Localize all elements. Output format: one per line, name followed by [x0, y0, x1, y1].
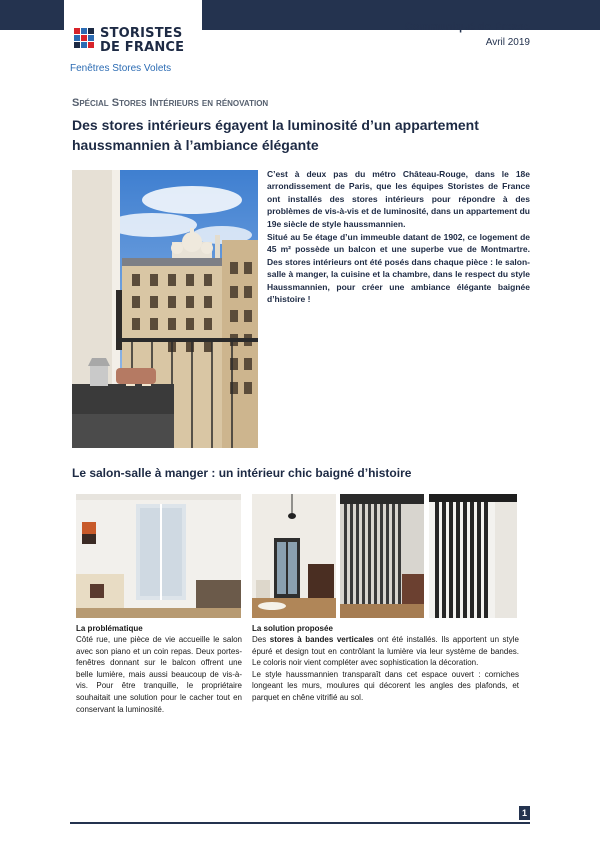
logo-grid-icon — [74, 28, 94, 50]
press-release-label: Communiqué de Presse — [404, 21, 530, 33]
solution-paragraph-1 — [252, 634, 519, 669]
solution-paragraph-2: Le style haussmannien transparaît dans cet espace ouvert : corniches longeant les murs, moulures qui décorent les angles des plafonds, et parquet en chêne vitrifié au sol. — [252, 669, 519, 702]
article-intro — [267, 168, 530, 306]
photo-living-room — [76, 494, 241, 618]
logo-line-1: STORISTES — [100, 26, 183, 41]
problem-title: La problématique — [76, 624, 143, 633]
press-release-date: Avril 2019 — [485, 37, 530, 48]
article-headline: Des stores intérieurs égayent la luminosité d’un appartement haussmannien à l’ambiance élégante — [72, 117, 479, 153]
photo-blinds-detail — [429, 494, 517, 618]
solution-post: ont été installés. Ils apportent un style épuré et design tout en contrôlant la lumière via leur système de bandes. Le coloris noir vient compléter avec sophistication la décoration. — [252, 635, 519, 668]
article-kicker: Spécial Stores Intérieurs en rénovation — [72, 97, 269, 109]
hero-photo-balcony-view — [72, 170, 258, 448]
problem-text: Côté rue, une pièce de vie accueille le salon avec son piano et un coin repas. Deux portes-fenêtres donnant sur le balcon offrent une belle lumière, mais aussi beaucoup de vis-à-vis. Pour être tranquille, le propriétaire souhaitait une solution pour le cacher tout en conservant la luminosité. — [76, 635, 242, 714]
intro-paragraph-1: C’est à deux pas du métro Château-Rouge, dans le 18e arrondissement de Paris, que les équipes Storistes de France ont installés des stores intérieurs pour répondre à des problèmes de vis-à-vis et de luminosité, dans un appartement du 19e siècle de style haussmannien. — [267, 169, 530, 229]
section-title: Le salon-salle à manger : un intérieur chic baigné d’histoire — [72, 466, 412, 480]
page-number: 1 — [519, 806, 530, 820]
solution-pre: Des — [252, 635, 270, 644]
footer-divider — [70, 822, 530, 824]
photo-piano-room — [252, 494, 336, 618]
solution-text — [252, 634, 519, 704]
photo-vertical-blinds — [340, 494, 424, 618]
logo-wordmark — [100, 27, 184, 55]
solution-title: La solution proposée — [252, 624, 333, 633]
intro-paragraph-2: Situé au 5e étage d’un immeuble datant de 1902, ce logement de 45 m² possède un balcon et une superbe vue de Montmartre. Des stores intérieurs ont été posés dans chaque pièce : le salon-salle à manger, la cuisine et la chambre, dans le respect du style Haussmannien, pour créer une ambiance élégante baignée d’histoire ! — [267, 232, 530, 305]
brand-logo — [64, 0, 202, 82]
solution-highlight: stores à bandes verticales — [269, 635, 374, 644]
logo-line-2: DE FRANCE — [100, 40, 185, 55]
logo-tagline: Fenêtres Stores Volets — [70, 63, 172, 74]
